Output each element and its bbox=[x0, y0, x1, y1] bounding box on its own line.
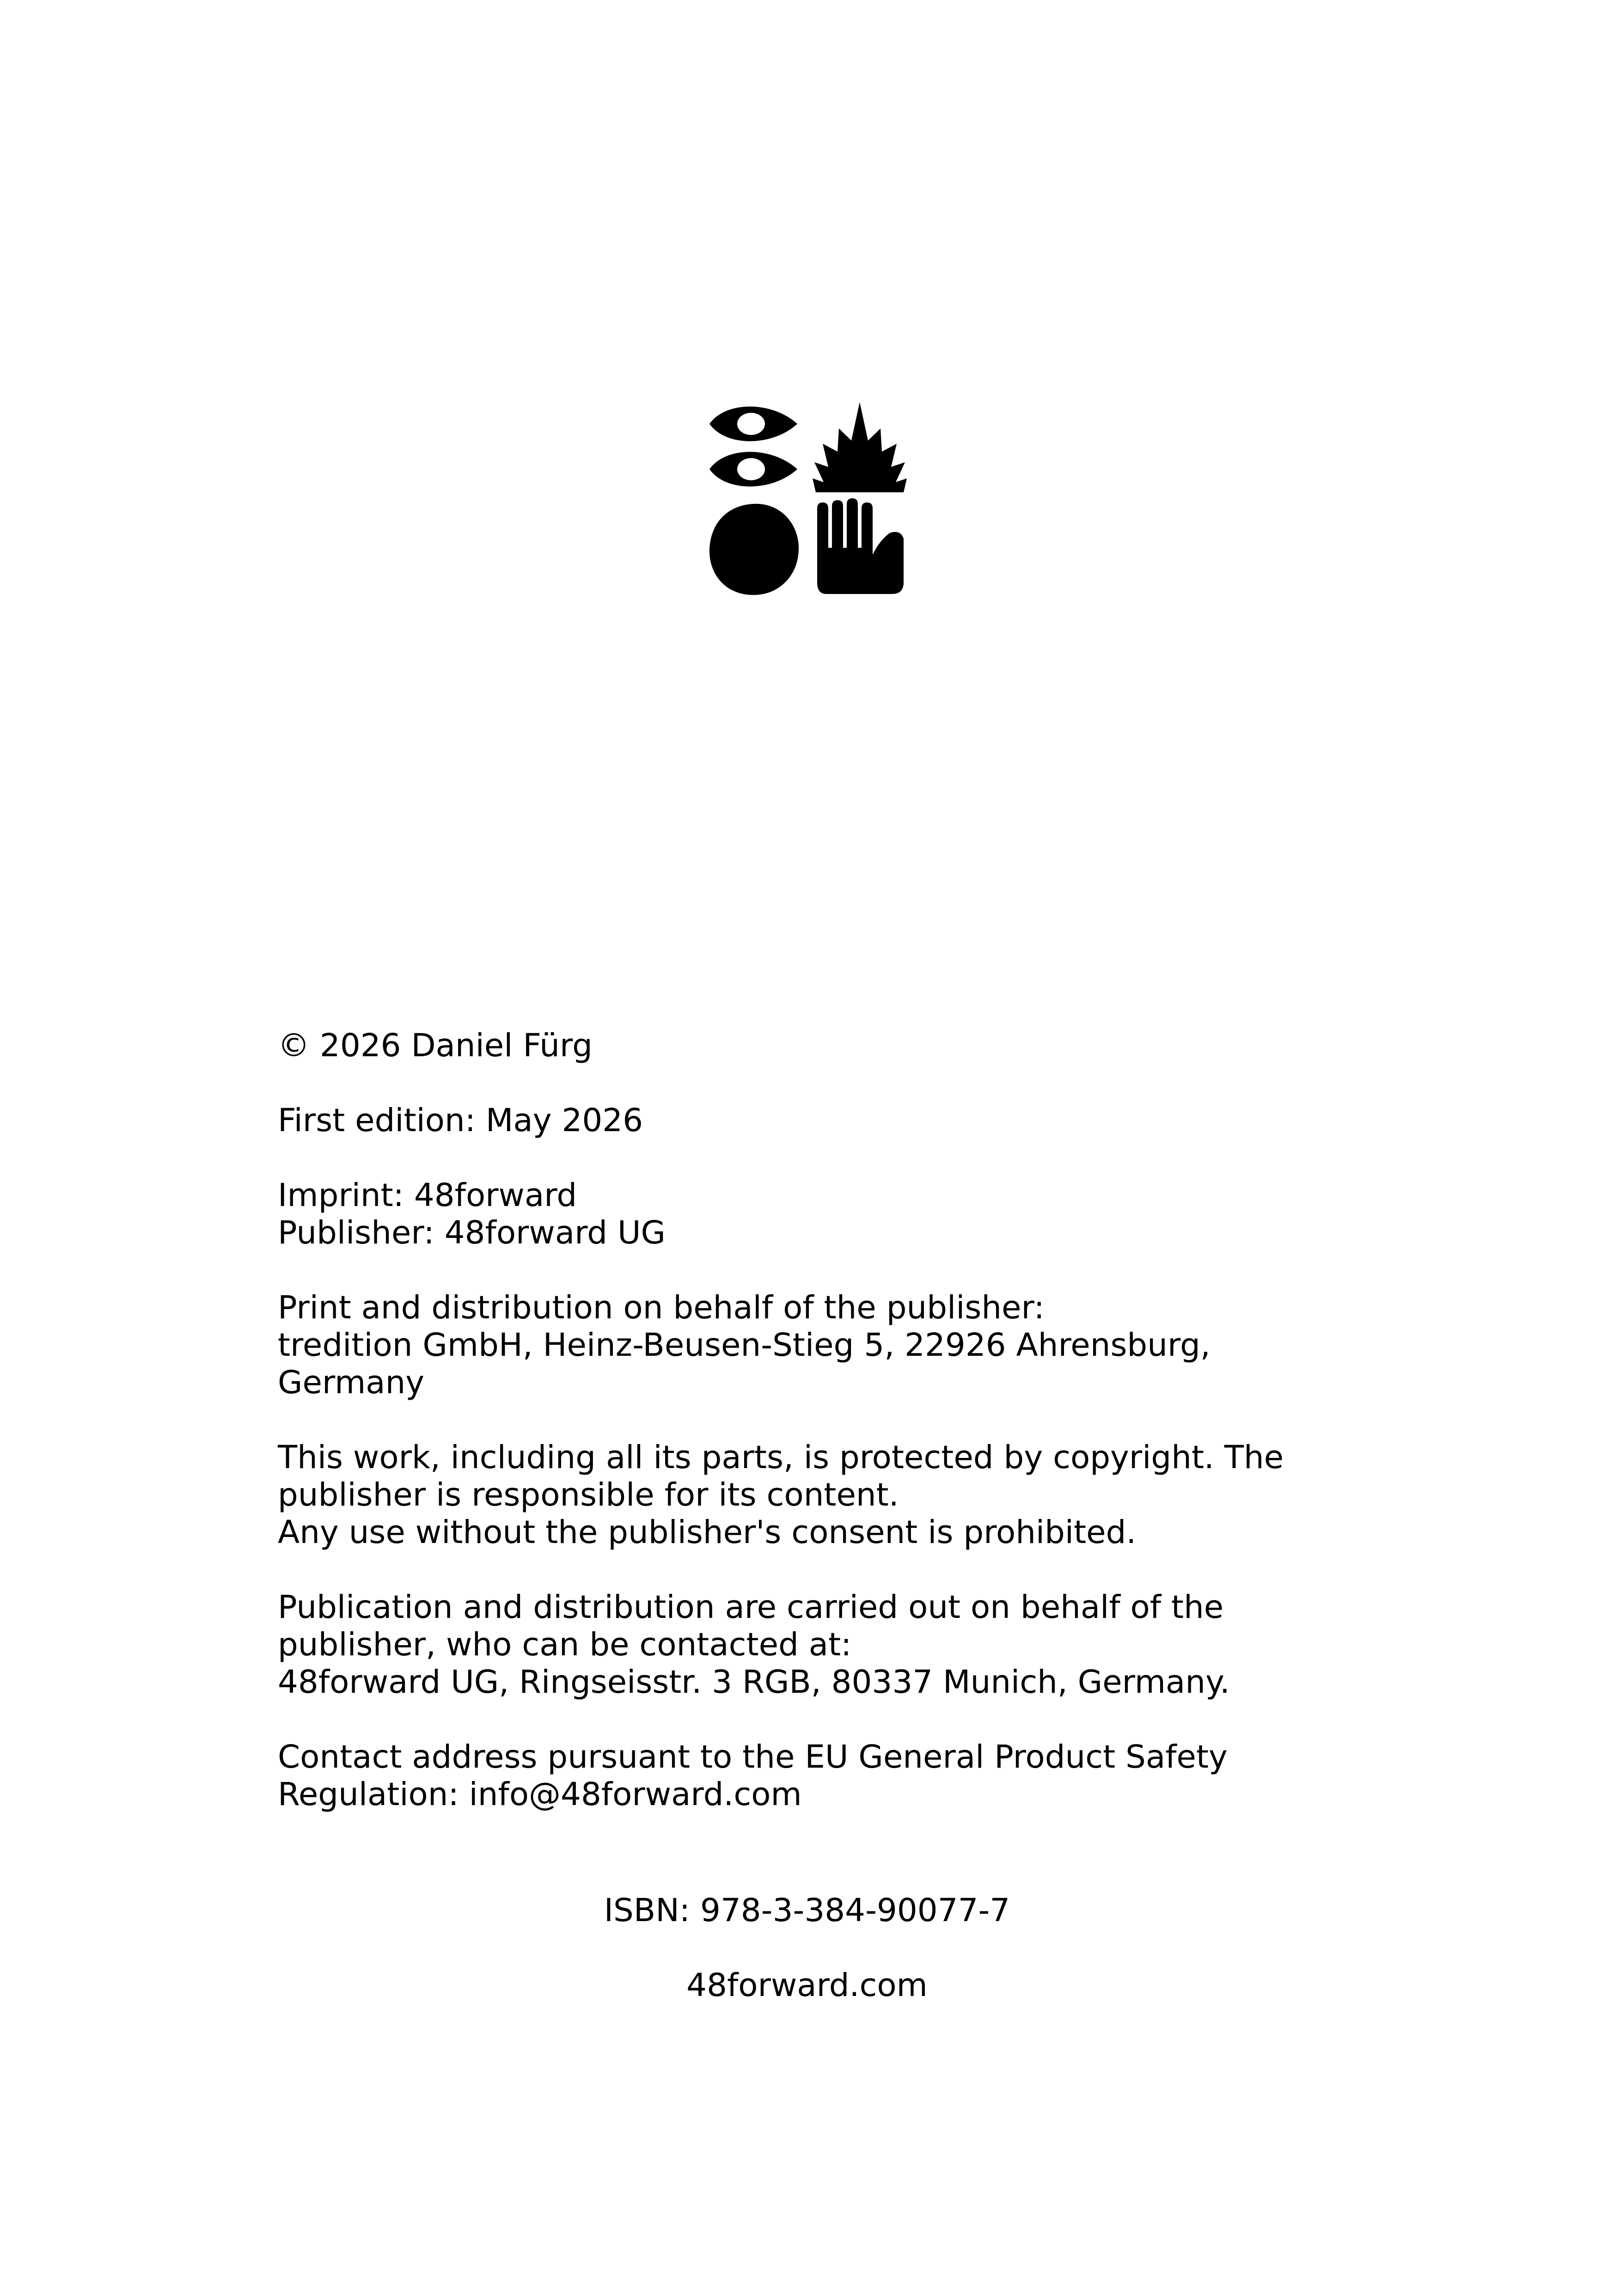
print-heading: Print and distribution on behalf of the publisher: bbox=[278, 1289, 1045, 1326]
rights-line: Any use without the publisher's consent is prohibited. bbox=[278, 1514, 1137, 1551]
eyes-icon bbox=[709, 407, 797, 487]
circle-icon bbox=[709, 504, 799, 595]
contact-paragraph bbox=[278, 1739, 1336, 1813]
print-paragraph bbox=[278, 1289, 1336, 1402]
imprint-line: Imprint: 48forward bbox=[278, 1177, 577, 1214]
hand-icon bbox=[817, 498, 904, 594]
publication-line: publisher, who can be contacted at: bbox=[278, 1626, 852, 1663]
publisher-line: Publisher: 48forward UG bbox=[278, 1214, 666, 1251]
leaf-icon bbox=[813, 402, 907, 492]
copyright-line: © 2026 Daniel Fürg bbox=[278, 1027, 593, 1064]
edition-paragraph bbox=[278, 1102, 1336, 1139]
contact-line: Contact address pursuant to the EU General Product Safety bbox=[278, 1739, 1228, 1776]
imprint-paragraph bbox=[278, 1177, 1336, 1252]
isbn: ISBN: 978-3-384-90077-7 bbox=[604, 1892, 1010, 1929]
publication-line: 48forward UG, Ringseisstr. 3 RGB, 80337 Munich, Germany. bbox=[278, 1664, 1230, 1701]
publication-paragraph bbox=[278, 1589, 1336, 1701]
imprint-block bbox=[278, 1027, 1336, 1851]
print-address-line: tredition GmbH, Heinz-Beusen-Stieg 5, 22926 Ahrensburg, bbox=[278, 1327, 1210, 1364]
edition-line: First edition: May 2026 bbox=[278, 1102, 643, 1139]
rights-line: This work, including all its parts, is protected by copyright. The bbox=[278, 1439, 1284, 1476]
print-address-line: Germany bbox=[278, 1364, 425, 1401]
publication-line: Publication and distribution are carried out on behalf of the bbox=[278, 1589, 1224, 1626]
contact-line: Regulation: info@48forward.com bbox=[278, 1776, 802, 1813]
rights-paragraph bbox=[278, 1439, 1336, 1551]
copyright-paragraph bbox=[278, 1027, 1336, 1065]
publisher-logo bbox=[707, 400, 911, 599]
website-link[interactable]: 48forward.com bbox=[686, 1967, 928, 2004]
rights-line: publisher is responsible for its content. bbox=[278, 1476, 899, 1513]
